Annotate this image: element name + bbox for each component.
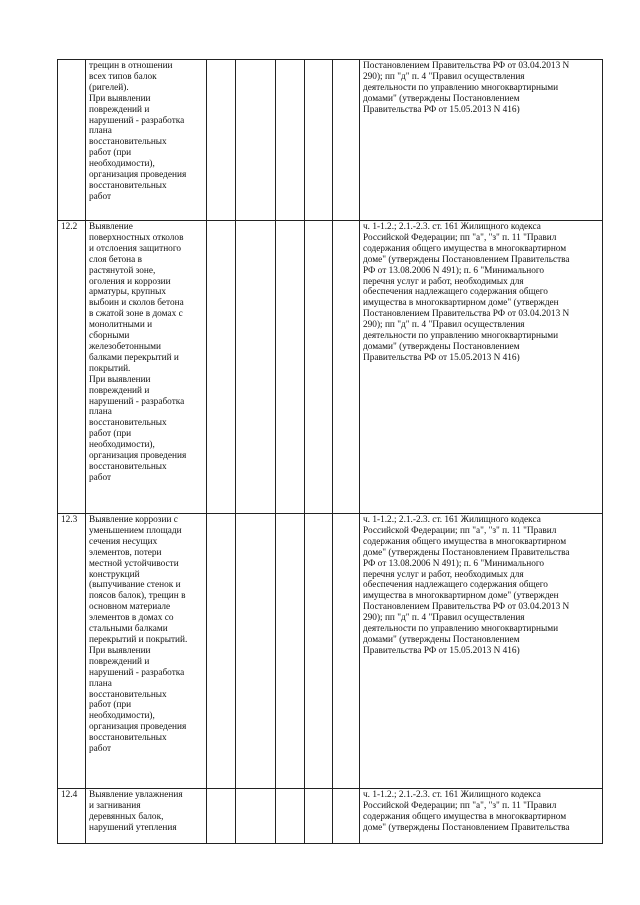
row-number: [58, 60, 86, 221]
empty-cell: [276, 221, 305, 514]
legal-basis: ч. 1-1.2.; 2.1.-2.3. ст. 161 Жилищного кодекса Российской Федерации; пп "а", "з" п. 11 "Правил содержания общего имущества в многоквартирном доме" (утверждены Постановлением Правительства РФ от 13.08.2006 N 491); п. 6 "Минимального перечня услуг и работ, необходимых для обеспечения надлежащего содержания общего имущества в многоквартирном доме" (утвержден Постановлением Правительства РФ от 03.04.2013 N 290); пп "д" п. 4 "Правил осуществления деятельности по управлению многоквартирными домами" (утверждены Постановлением Правительства РФ от 15.05.2013 N 416): [360, 221, 603, 514]
empty-cell: [305, 789, 333, 844]
empty-cell: [305, 514, 333, 789]
row-number: 12.3: [58, 514, 86, 789]
empty-cell: [276, 60, 305, 221]
work-description: трещин в отношении всех типов балок (ригелей). При выявлении повреждений и нарушений - разработка плана восстановительных работ (при необходимости), организация проведения восстановительных работ: [86, 60, 207, 221]
table-row: [58, 221, 603, 514]
legal-basis: ч. 1-1.2.; 2.1.-2.3. ст. 161 Жилищного кодекса Российской Федерации; пп "а", "з" п. 11 "Правил содержания общего имущества в многоквартирном доме" (утверждены Постановлением Правительства: [360, 789, 603, 844]
empty-cell: [236, 60, 276, 221]
work-description: Выявление поверхностных отколов и отслоения защитного слоя бетона в растянутой зоне, оголения и коррозии арматуры, крупных выбоин и сколов бетона в сжатой зоне в домах с монолитными и сборными железобетонными балками перекрытий и покрытий. При выявлении повреждений и нарушений - разработка плана восстановительных работ (при необходимости), организация проведения восстановительных работ: [86, 221, 207, 514]
row-number: 12.2: [58, 221, 86, 514]
work-description: Выявление коррозии с уменьшением площади сечения несущих элементов, потери местной устойчивости конструкций (выпучивание стенок и поясов балок), трещин в основном материале элементов в домах со стальными балками перекрытий и покрытий. При выявлении повреждений и нарушений - разработка плана восстановительных работ (при необходимости), организация проведения восстановительных работ: [86, 514, 207, 789]
empty-cell: [207, 60, 236, 221]
legal-basis: Постановлением Правительства РФ от 03.04.2013 N 290); пп "д" п. 4 "Правил осуществления деятельности по управлению многоквартирными домами" (утверждены Постановлением Правительства РФ от 15.05.2013 N 416): [360, 60, 603, 221]
table-row: [58, 789, 603, 844]
works-table: [57, 59, 603, 844]
empty-cell: [333, 60, 360, 221]
row-number: 12.4: [58, 789, 86, 844]
empty-cell: [333, 514, 360, 789]
empty-cell: [305, 60, 333, 221]
empty-cell: [305, 221, 333, 514]
empty-cell: [236, 789, 276, 844]
empty-cell: [276, 514, 305, 789]
empty-cell: [207, 789, 236, 844]
empty-cell: [333, 221, 360, 514]
empty-cell: [207, 221, 236, 514]
table-row: [58, 514, 603, 789]
empty-cell: [333, 789, 360, 844]
empty-cell: [207, 514, 236, 789]
table-row: [58, 60, 603, 221]
empty-cell: [236, 514, 276, 789]
empty-cell: [236, 221, 276, 514]
work-description: Выявление увлажнения и загнивания деревянных балок, нарушений утепления: [86, 789, 207, 844]
empty-cell: [276, 789, 305, 844]
legal-basis: ч. 1-1.2.; 2.1.-2.3. ст. 161 Жилищного кодекса Российской Федерации; пп "а", "з" п. 11 "Правил содержания общего имущества в многоквартирном доме" (утверждены Постановлением Правительства РФ от 13.08.2006 N 491); п. 6 "Минимального перечня услуг и работ, необходимых для обеспечения надлежащего содержания общего имущества в многоквартирном доме" (утвержден Постановлением Правительства РФ от 03.04.2013 N 290); пп "д" п. 4 "Правил осуществления деятельности по управлению многоквартирными домами" (утверждены Постановлением Правительства РФ от 15.05.2013 N 416): [360, 514, 603, 789]
